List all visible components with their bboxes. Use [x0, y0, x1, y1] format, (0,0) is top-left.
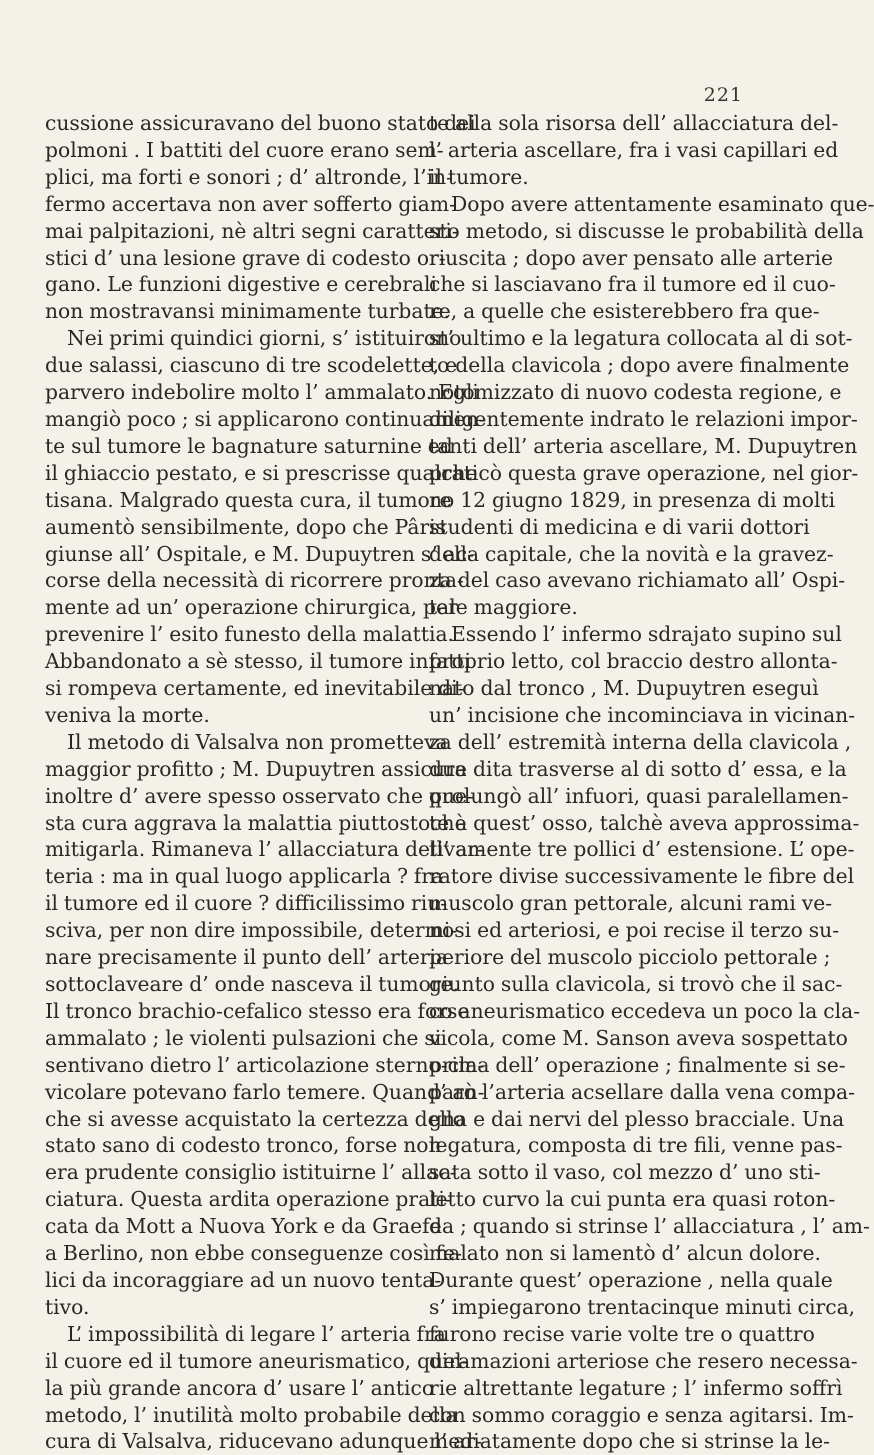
text-line: era prudente consiglio istituirne l’ allac-: [45, 1160, 457, 1185]
text-line: te a quest’ osso, talchè aveva approssima-: [429, 810, 860, 835]
text-line: da ; quando si strinse l’ allacciatura , l’ am-: [429, 1214, 870, 1239]
text-line: tivamente tre pollici d’ estensione. L’ ope-: [429, 837, 855, 862]
text-line: Essendo l’ infermo sdrajato supino sul: [451, 622, 842, 647]
text-line: furono recise varie volte tre o quattro: [429, 1321, 815, 1346]
text-line: muscolo gran pettorale, alcuni rami ve-: [429, 891, 833, 916]
text-line: mai palpitazioni, nè altri segni caratteri-: [45, 218, 459, 243]
text-line: cussione assicuravano del buono stato dei: [45, 111, 476, 135]
text-line: stici d’ una lesione grave di codesto or-: [45, 245, 446, 270]
text-line: diramazioni arteriose che resero necessa-: [429, 1348, 858, 1373]
text-line: Il metodo di Valsalva non prometteva: [67, 729, 448, 754]
text-line: a Berlino, non ebbe conseguenze così fe-: [45, 1241, 463, 1266]
text-line: inoltre d’ avere spesso osservato che que-: [45, 783, 474, 808]
text-line: sto metodo, si discusse le probabilità della: [429, 218, 864, 243]
text-line: della capitale, che la novità e la gravez-: [429, 541, 834, 566]
text-line: co aneurismatico eccedeva un poco la cla-: [429, 998, 861, 1023]
text-line: nare precisamente il punto dell’ arteria: [45, 945, 449, 970]
text-line: aumentò sensibilmente, dopo che Pâris: [45, 514, 447, 539]
text-line: Il tronco brachio-cefalico stesso era forse: [45, 998, 470, 1023]
text-line: rie altrettante legature ; l’ infermo soffrì: [429, 1375, 843, 1400]
text-line: prima dell’ operazione ; finalmente si se-: [429, 1052, 846, 1077]
text-line: praticò questa grave operazione, nel gior-: [429, 460, 859, 485]
text-line: mitigarla. Rimaneva l’ allacciatura dell’ ar-: [45, 837, 485, 862]
text-line: diligentemente indrato le relazioni impor-: [429, 406, 858, 431]
text-line: plici, ma forti e sonori ; d’ altronde, l’in-: [45, 164, 453, 189]
text-line: giunto sulla clavicola, si trovò che il sac-: [429, 972, 843, 996]
text-line: maggior profitto ; M. Dupuytren assicura: [45, 756, 467, 781]
text-line: gna e dai nervi del plesso bracciale. Una: [429, 1106, 845, 1131]
text-line: parò l’arteria acsellare dalla vena compa-: [429, 1079, 855, 1104]
text-line: ammalato ; le violenti pulsazioni che si: [45, 1025, 442, 1050]
text-line: lici da incoraggiare ad un nuovo tenta-: [45, 1267, 442, 1292]
text-line: teria : ma in qual luogo applicarla ? fra: [45, 864, 444, 889]
text-line: parvero indebolire molto l’ ammalato. Egli: [45, 380, 479, 405]
text-line: proprio letto, col braccio destro allonta-: [429, 649, 838, 674]
text-line: nosi ed arteriosi, e poi recise il terzo su-: [429, 918, 840, 943]
text-line: un’ incisione che incominciava in vicinan-: [429, 702, 856, 727]
left-text-column: [45, 110, 486, 1455]
text-line: vicolare potevano farlo temere. Quand’ an-: [45, 1079, 485, 1104]
text-line: sentivano dietro l’ articolazione sterno-cla-: [45, 1052, 485, 1077]
text-line: il tumore ed il cuore ? difficilissimo riu-: [45, 891, 448, 916]
text-line: tivo.: [45, 1294, 90, 1319]
text-line: non mostravansi minimamente turbate.: [45, 299, 451, 324]
text-line: metodo, l’ inutilità molto probabile della: [45, 1402, 458, 1427]
text-line: cura di Valsalva, riducevano adunque l’ ar-: [45, 1429, 482, 1454]
text-line: sata sotto il vaso, col mezzo d’ uno sti-: [429, 1160, 821, 1185]
text-line: corse della necessità di ricorrere pronta-: [45, 568, 464, 593]
text-line: gano. Le funzioni digestive e cerebrali: [45, 272, 437, 297]
text-line: st’ ultimo e la legatura collocata al di sot-: [429, 326, 853, 351]
text-line: vicola, come M. Sanson aveva sospettato: [429, 1025, 848, 1050]
text-line: l’ arteria ascellare, fra i vasi capillari ed: [429, 137, 839, 162]
text-line: sciva, per non dire impossibile, determi-: [45, 918, 458, 943]
text-line: L’ impossibilità di legare l’ arteria fra: [67, 1321, 446, 1346]
text-line: stato sano di codesto tronco, forse non: [45, 1133, 442, 1158]
text-line: due salassi, ciascuno di tre scodelette, e: [45, 353, 458, 378]
text-line: Abbandonato a sè stesso, il tumore infatti: [45, 649, 471, 674]
text-line: legatura, composta di tre fili, venne pas-: [429, 1133, 843, 1158]
text-line: Dopo avere attentamente esaminato que-: [451, 191, 874, 216]
text-line: re, a quelle che esisterebbero fra que-: [429, 299, 820, 324]
text-line: periore del muscolo picciolo pettorale ;: [429, 945, 831, 970]
text-line: cata da Mott a Nuova York e da Graefe: [45, 1214, 442, 1239]
text-line: due dita trasverse al di sotto d’ essa, e la: [429, 756, 847, 781]
text-line: mangiò poco ; si applicarono continuamen-: [45, 406, 486, 431]
text-line: che si avesse acquistato la certezza dello: [45, 1106, 465, 1131]
text-line: sta cura aggrava la malattia piuttostochè: [45, 810, 467, 835]
text-line: riuscita ; dopo aver pensato alle arterie: [429, 245, 833, 270]
text-line: il ghiaccio pestato, e si prescrisse qualche: [45, 460, 478, 485]
text-line: il tumore.: [429, 164, 529, 189]
text-line: te sul tumore le bagnature saturnine ed: [45, 433, 453, 458]
text-line: ratore divise successivamente le fibre del: [429, 864, 855, 889]
text-line: che si lasciavano fra il tumore ed il cuo-: [429, 272, 836, 297]
text-line: letto curvo la cui punta era quasi roton-: [429, 1187, 836, 1212]
text-line: veniva la morte.: [45, 702, 210, 727]
text-line: malato non si lamentò d’ alcun dolore.: [429, 1241, 821, 1266]
text-line: si rompeva certamente, ed inevitabile di-: [45, 676, 465, 701]
text-line: studenti di medicina e di varii dottori: [429, 514, 810, 539]
text-line: la più grande ancora d’ usare l’ antico: [45, 1375, 435, 1400]
text-line: prolungò all’ infuori, quasi paralellamen-: [429, 783, 849, 808]
text-line: te alla sola risorsa dell’ allacciatura del-: [429, 111, 839, 135]
text-line: giunse all’ Ospitale, e M. Dupuytren s’ ac-: [45, 541, 474, 566]
text-line: mente ad un’ operazione chirurgica, per: [45, 595, 458, 620]
text-line: fermo accertava non aver sofferto giam-: [45, 191, 456, 216]
text-line: tisana. Malgrado questa cura, il tumore: [45, 487, 452, 512]
text-line: za dell’ estremità interna della clavicola ,: [429, 729, 852, 754]
text-line: sottoclaveare d’ onde nasceva il tumore.: [45, 972, 459, 996]
text-line: s’ impiegarono trentacinque minuti circa,: [429, 1294, 856, 1319]
text-line: to della clavicola ; dopo avere finalmente: [429, 353, 850, 378]
text-line: con sommo coraggio e senza agitarsi. Im-: [429, 1402, 854, 1427]
page-number: 221: [703, 84, 743, 106]
text-line: mediatamente dopo che si strinse la le-: [429, 1429, 831, 1454]
text-line: il cuore ed il tumore aneurismatico, quel-: [45, 1348, 469, 1373]
text-line: nato dal tronco , M. Dupuytren eseguì: [429, 676, 819, 701]
text-line: polmoni . I battiti del cuore erano sem-: [45, 137, 444, 162]
text-line: no 12 giugno 1829, in presenza di molti: [429, 487, 836, 512]
text-line: tale maggiore.: [429, 595, 578, 620]
text-line: notomizzato di nuovo codesta regione, e: [429, 380, 842, 405]
text-line: ciatura. Questa ardita operazione prati-: [45, 1187, 452, 1212]
text-line: Nei primi quindici giorni, s’ istituirono: [67, 326, 462, 351]
text-line: Durante quest’ operazione , nella quale: [429, 1267, 833, 1292]
text-line: za del caso avevano richiamato all’ Ospi-: [429, 568, 846, 593]
right-text-column: [429, 110, 874, 1455]
text-line: tanti dell’ arteria ascellare, M. Dupuytren: [429, 433, 858, 458]
text-line: prevenire l’ esito funesto della malattia.: [45, 622, 454, 647]
